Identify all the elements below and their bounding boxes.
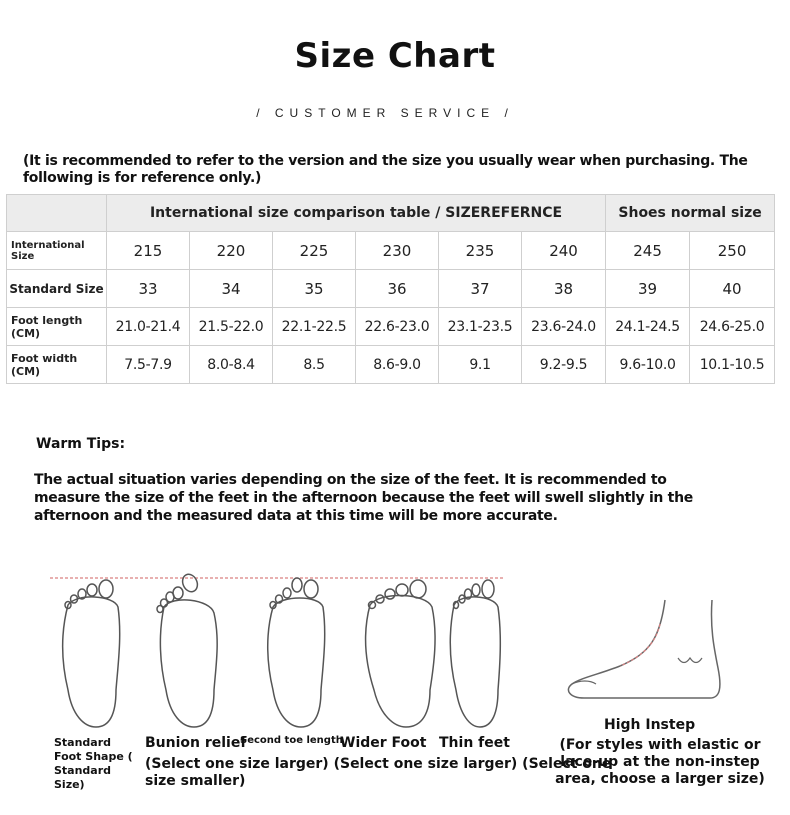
table-cell: 21.5-22.0	[190, 308, 273, 346]
tips-heading: Warm Tips:	[36, 436, 126, 452]
table-cell: 39	[606, 270, 690, 308]
table-cell: 8.0-8.4	[190, 346, 273, 384]
label-second-toe: Second toe length	[240, 735, 343, 746]
table-cell: 35	[273, 270, 356, 308]
row-label: Foot length (CM)	[7, 308, 107, 346]
label-standard-foot: Standard Foot Shape ( Standard Size)	[54, 736, 133, 791]
table-cell: 38	[522, 270, 606, 308]
table-cell: 22.1-22.5	[273, 308, 356, 346]
table-cell: 220	[190, 232, 273, 270]
table-cell: 23.6-24.0	[522, 308, 606, 346]
table-cell: 235	[439, 232, 522, 270]
table-cell: 36	[356, 270, 439, 308]
table-header-title: International size comparison table / SIZEREFERNCE	[107, 195, 606, 232]
table-header-blank	[7, 195, 107, 232]
table-cell: 250	[690, 232, 775, 270]
table-header-row	[7, 195, 775, 232]
bunion-foot-icon	[157, 572, 217, 727]
table-cell: 23.1-23.5	[439, 308, 522, 346]
table-row	[7, 346, 775, 384]
table-cell: 9.1	[439, 346, 522, 384]
table-row	[7, 270, 775, 308]
row-label: Standard Size	[7, 270, 107, 308]
label-high-instep-note: (For styles with elastic or lace-up at the non-instep area, choose a larger size)	[555, 737, 765, 787]
table-cell: 24.1-24.5	[606, 308, 690, 346]
table-row	[7, 308, 775, 346]
label-bunion-relief: Bunion relief	[145, 735, 247, 751]
table-cell: 9.2-9.5	[522, 346, 606, 384]
label-select-smaller: size smaller)	[145, 773, 246, 789]
table-cell: 8.6-9.0	[356, 346, 439, 384]
page-title: Size Chart	[294, 36, 496, 76]
reference-note: (It is recommended to refer to the version and the size you usually wear when purchasing. The following is for reference only.)	[23, 153, 748, 186]
table-cell: 33	[107, 270, 190, 308]
row-label: International Size	[7, 232, 107, 270]
table-cell: 34	[190, 270, 273, 308]
table-row	[7, 232, 775, 270]
table-cell: 9.6-10.0	[606, 346, 690, 384]
table-cell: 10.1-10.5	[690, 346, 775, 384]
table-cell: 24.6-25.0	[690, 308, 775, 346]
table-header-normal-size: Shoes normal size	[606, 195, 775, 232]
row-label: Foot width (CM)	[7, 346, 107, 384]
label-thin-feet: Thin feet	[439, 735, 510, 751]
label-wider-foot: Wider Foot	[340, 735, 427, 751]
standard-foot-icon	[63, 580, 120, 727]
foot-shapes-illustration	[40, 565, 520, 735]
second-toe-foot-icon	[268, 578, 325, 727]
table-cell: 40	[690, 270, 775, 308]
label-select-larger: (Select one size larger) (Select one size larger) (Select one	[145, 756, 612, 772]
table-cell: 22.6-23.0	[356, 308, 439, 346]
table-cell: 225	[273, 232, 356, 270]
table-cell: 215	[107, 232, 190, 270]
page-subtitle: / CUSTOMER SERVICE /	[256, 106, 514, 120]
wider-foot-icon	[366, 580, 435, 727]
size-comparison-table	[6, 194, 775, 384]
table-cell: 230	[356, 232, 439, 270]
table-cell: 240	[522, 232, 606, 270]
table-cell: 8.5	[273, 346, 356, 384]
tips-body: The actual situation varies depending on the size of the feet. It is recommended to measure the size of the feet in the afternoon because the feet will swell slightly in the afternoon and the measured data at this time will be more accurate.	[34, 472, 693, 524]
table-cell: 245	[606, 232, 690, 270]
table-cell: 37	[439, 270, 522, 308]
label-high-instep: High Instep	[604, 717, 696, 733]
high-instep-foot-icon	[560, 598, 730, 708]
thin-foot-icon	[450, 580, 500, 727]
table-cell: 7.5-7.9	[107, 346, 190, 384]
table-cell: 21.0-21.4	[107, 308, 190, 346]
